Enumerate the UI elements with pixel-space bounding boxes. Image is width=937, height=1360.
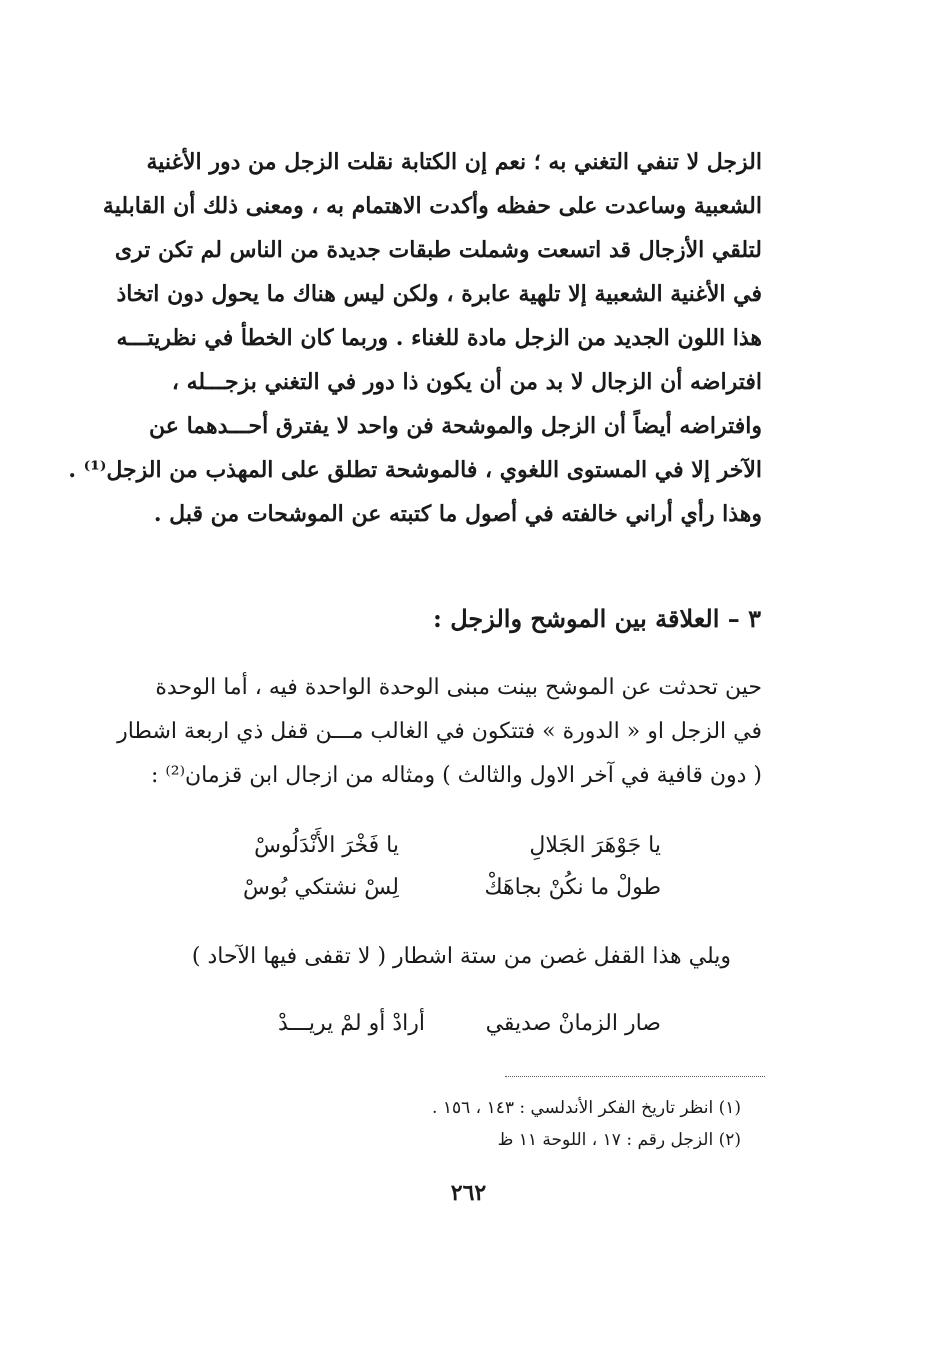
poem-verse	[0, 826, 937, 866]
follow-line: ويلي هذا القفل غصن من ستة اشطار ( لا تقفى فيها الآحاد )	[191, 944, 731, 969]
footnote-1: (١) انظر تاريخ الفكر الأندلسي : ١٤٣ ، ١٥٦ .	[432, 1098, 741, 1118]
text-line: في الزجل او « الدورة » فتتكون في الغالب مـــن قفل ذي اربعة اشطار	[117, 719, 762, 744]
text-line: الآخر إلا في المستوى اللغوي ، فالموشحة تطلق على المهذب من الزجل⁽¹⁾ .	[68, 457, 762, 483]
poem-verse	[0, 868, 937, 908]
footnote-2: (٢) الزجل رقم : ١٧ ، اللوحة ١١ ظ	[497, 1130, 741, 1150]
poem-hemistich-right: يا جَوْهَرَ الجَلالِ	[529, 833, 661, 858]
section-heading: ٣ – العلاقة بين الموشح والزجل :	[433, 604, 761, 633]
footnote-separator	[505, 1076, 765, 1077]
footnotes	[432, 1092, 741, 1156]
text-line: ( دون قافية في آخر الاول والثالث ) ومثاله من ازجال ابن قزمان⁽²⁾ :	[150, 763, 762, 788]
text-line: افتراضه أن الزجال لا بد من أن يكون ذا دور في التغني بزجـــله ،	[171, 369, 762, 395]
text-line: حين تحدثت عن الموشح بينت مبنى الوحدة الواحدة فيه ، أما الوحدة	[155, 675, 762, 700]
poem-hemistich-left: يا فَخْرَ الأَنْدَلُوسْ	[254, 833, 399, 858]
poem-verse	[0, 1004, 937, 1044]
paragraph-1	[68, 140, 762, 536]
page-number: ٢٦٢	[450, 1180, 487, 1206]
text-line: لتلقي الأزجال قد اتسعت وشملت طبقات جديدة من الناس لم تكن ترى	[114, 237, 762, 263]
text-line: وافتراضه أيضاً أن الزجل والموشحة فن واحد لا يفترق أحـــدهما عن	[149, 413, 762, 439]
poem-hemistich-left: لِسْ نشتكي بُوسْ	[243, 875, 399, 900]
text-line: وهذا رأي أراني خالفته في أصول ما كتبته عن الموشحات من قبل .	[153, 501, 762, 527]
paragraph-2	[98, 666, 762, 798]
poem-hemistich-left: أرادْ أو لمْ يريـــدْ	[278, 1011, 425, 1036]
poem-hemistich-right: صار الزمانْ صديقي	[485, 1011, 661, 1036]
text-line: الزجل لا تنفي التغني به ؛ نعم إن الكتابة نقلت الزجل من دور الأغنية	[146, 149, 762, 175]
text-line: في الأغنية الشعبية إلا تلهية عابرة ، ولكن ليس هناك ما يحول دون اتخاذ	[116, 281, 762, 307]
text-line: هذا اللون الجديد من الزجل مادة للغناء . وربما كان الخطأ في نظريتـــه	[116, 325, 762, 351]
text-line: الشعبية وساعدت على حفظه وأكدت الاهتمام به ، ومعنى ذلك أن القابلية	[102, 193, 762, 219]
poem-hemistich-right: طولْ ما نكُنْ بجاهَكْ	[484, 875, 661, 900]
